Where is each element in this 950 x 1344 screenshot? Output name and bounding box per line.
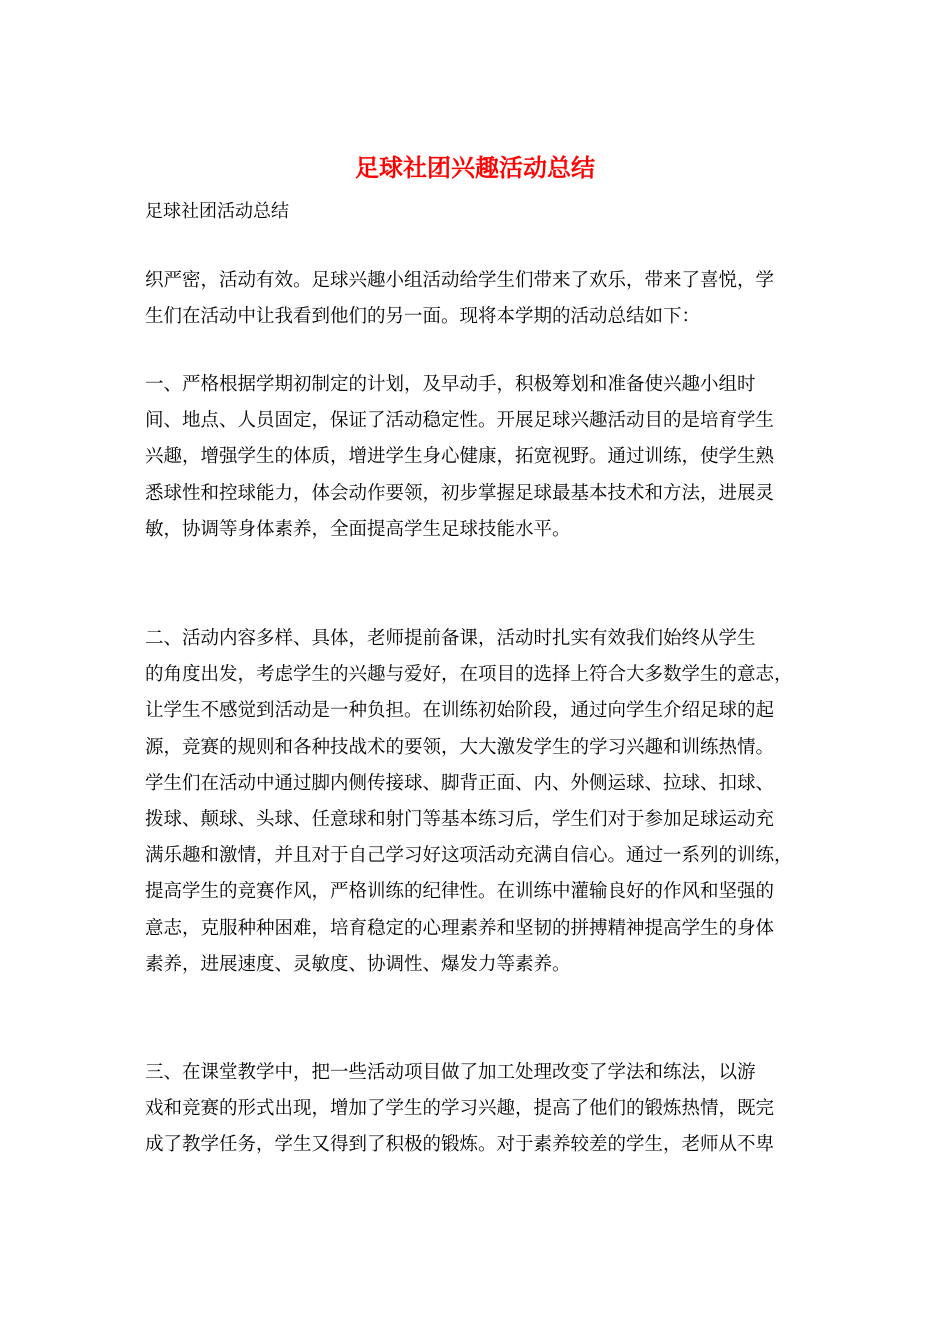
paragraph-line: 敏，协调等身体素养，全面提高学生足球技能水平。 [145,518,571,540]
paragraph-line: 生们在活动中让我看到他们的另一面。现将本学期的活动总结如下： [145,306,701,328]
paragraph-line: 织严密，活动有效。足球兴趣小组活动给学生们带来了欢乐，带来了喜悦，学 [145,270,775,291]
document-title: 足球社团兴趣活动总结 [355,153,595,182]
paragraph-line: 兴趣，增强学生的体质，增进学生身心健康，拓宽视野。通过训练，使学生熟 [145,446,775,468]
paragraph-line: 三、在课堂教学中，把一些活动项目做了加工处理改变了学法和练法，以游 [145,1062,756,1083]
paragraph-intro [145,263,807,335]
paragraph-line: 二、活动内容多样、具体，老师提前备课，活动时扎实有效我们始终从学生 [145,628,756,649]
paragraph-line: 成了教学任务，学生又得到了积极的锻炼。对于素养较差的学生，老师从不卑 [145,1134,775,1156]
paragraph-line: 意志，克服种种困难，培育稳定的心理素养和坚韧的拼搏精神提高学生的身体 [145,917,775,939]
paragraph-line: 素养，进展速度、灵敏度、协调性、爆发力等素养。 [145,953,571,975]
paragraph-section-2 [145,621,807,983]
document-subtitle: 足球社团活动总结 [145,201,289,222]
paragraph-line: 间、地点、人员固定，保证了活动稳定性。开展足球兴趣活动目的是培育学生 [145,410,775,432]
paragraph-line: 满乐趣和激情，并且对于自己学习好这项活动充满自信心。通过一系列的训练， [145,845,793,867]
paragraph-line: 一、严格根据学期初制定的计划，及早动手，积极筹划和准备使兴趣小组时 [145,374,756,395]
paragraph-line: 戏和竞赛的形式出现，增加了学生的学习兴趣，提高了他们的锻炼热情，既完 [145,1098,775,1120]
paragraph-line: 让学生不感觉到活动是一种负担。在训练初始阶段，通过向学生介绍足球的起 [145,700,775,722]
paragraph-line: 拨球、颠球、头球、任意球和射门等基本练习后，学生们对于参加足球运动充 [145,809,775,831]
paragraph-section-1 [145,367,807,548]
paragraph-line: 学生们在活动中通过脚内侧传接球、脚背正面、内、外侧运球、拉球、扣球、 [145,772,775,794]
paragraph-section-3 [145,1055,807,1164]
paragraph-line: 悉球性和控球能力，体会动作要领，初步掌握足球最基本技术和方法，进展灵 [145,482,775,504]
paragraph-line: 源，竞赛的规则和各种技战术的要领，大大激发学生的学习兴趣和训练热情。 [145,736,775,758]
paragraph-line: 的角度出发，考虑学生的兴趣与爱好，在项目的选择上符合大多数学生的意志， [145,664,793,686]
paragraph-line: 提高学生的竞赛作风，严格训练的纪律性。在训练中灌输良好的作风和坚强的 [145,881,775,903]
